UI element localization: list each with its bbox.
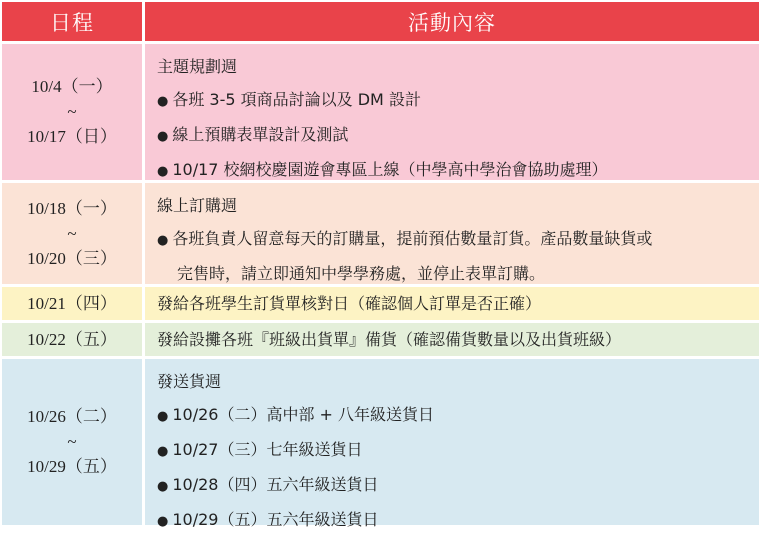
row2-title: 線上訂購週 [157, 196, 238, 215]
row5-item [157, 398, 759, 433]
header-date: 日程 [2, 2, 142, 41]
row5-title: 發送貨週 [157, 372, 222, 391]
row5-item [157, 468, 759, 503]
row2-date-to: 10/20（三） [27, 248, 117, 268]
row1-item-text: 各班 3-5 項商品討論以及 DM 設計 [172, 90, 421, 109]
row5-activity [145, 359, 759, 529]
row2-activity [145, 183, 759, 284]
bullet-icon: ● [157, 409, 169, 424]
row2-item [157, 222, 759, 257]
row2-item-continued: 完售時，請立即通知中學學務處，並停止表單訂購。 [177, 264, 546, 283]
row5-tilde: ~ [67, 432, 77, 451]
bullet-icon: ● [157, 444, 169, 459]
row3-date-text: 10/21（四） [27, 293, 117, 313]
row5-item-text: 10/27（三）七年級送貨日 [172, 440, 363, 459]
row5-date-to: 10/29（五） [27, 457, 117, 476]
row5-date [2, 359, 142, 525]
row5-item-text: 10/26（二）高中部 + 八年級送貨日 [172, 405, 435, 424]
bullet-icon: ● [157, 514, 169, 529]
header-activity: 活動內容 [145, 2, 759, 41]
row1-date-to: 10/17（日） [27, 127, 117, 146]
row4-date [2, 323, 142, 356]
bullet-icon: ● [157, 164, 169, 179]
bullet-icon: ● [157, 94, 169, 109]
row3-text: 發給各班學生訂貨單核對日（確認個人訂單是否正確） [157, 294, 542, 313]
row4-date-text: 10/22（五） [27, 329, 117, 349]
row2-item-text: 各班負責人留意每天的訂購量，提前預估數量訂貨。產品數量缺貨或 [172, 229, 653, 248]
row1-item [157, 118, 759, 153]
bullet-icon: ● [157, 233, 169, 248]
bullet-icon: ● [157, 129, 169, 144]
row1-item-text: 線上預購表單設計及測試 [172, 125, 349, 144]
row4-activity [145, 323, 759, 356]
row1-item-text: 10/17 校網校慶園遊會專區上線（中學高中學治會協助處理） [172, 160, 608, 179]
row1-tilde: ~ [67, 102, 77, 121]
row1-date [2, 44, 142, 180]
row1-item [157, 83, 759, 118]
row5-date-from: 10/26（二） [27, 407, 117, 426]
bullet-icon: ● [157, 479, 169, 494]
row5-item-text: 10/28（四）五六年級送貨日 [172, 475, 379, 494]
row1-title: 主題規劃週 [157, 57, 238, 76]
row5-item-text: 10/29（五）五六年級送貨日 [172, 510, 379, 529]
row1-date-from: 10/4（一） [31, 77, 113, 96]
row5-item [157, 433, 759, 468]
row1-activity [145, 44, 759, 180]
row2-tilde: ~ [67, 223, 77, 243]
row2-date-from: 10/18（一） [27, 198, 117, 218]
row5-item [157, 503, 759, 538]
row3-activity [145, 287, 759, 320]
row4-text: 發給設攤各班『班級出貨單』備貨（確認備貨數量以及出貨班級） [157, 330, 622, 349]
row3-date [2, 287, 142, 320]
row2-date [2, 183, 142, 284]
